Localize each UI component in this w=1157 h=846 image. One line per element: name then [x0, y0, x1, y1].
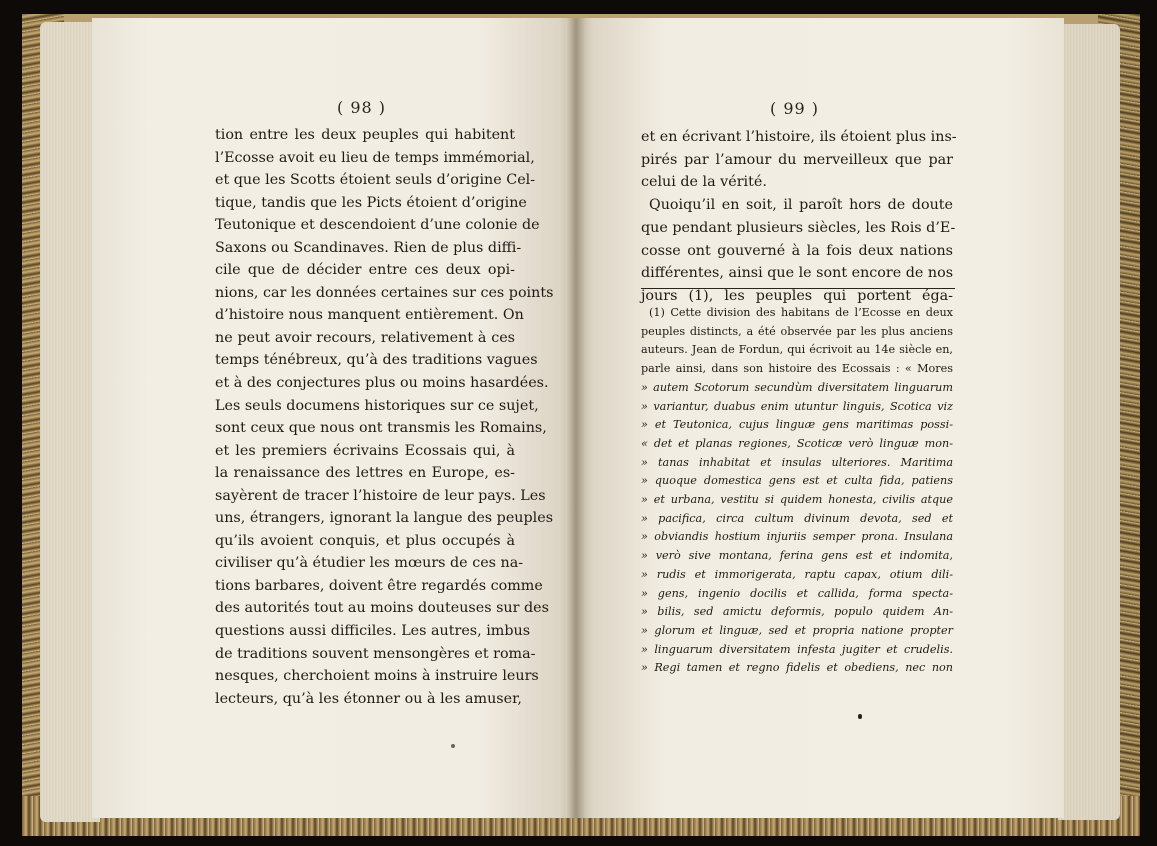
footnote-line: » et urbana, vestitu si quidem honesta, civilis atque: [641, 493, 953, 507]
text-line: et en écrivant l’histoire, ils étoient plus ins-: [641, 129, 957, 145]
text-line: temps ténébreux, qu’à des traditions vagues: [215, 352, 538, 369]
text-line: sont ceux que nous ont transmis les Romains,: [215, 420, 547, 437]
ink-spot: [451, 744, 455, 748]
footnote-line: » quoque domestica gens est et culta fida, patiens: [641, 474, 953, 488]
footnote-line: » variantur, duabus enim utuntur linguis, Scotica viz: [641, 399, 953, 413]
text-line: et les premiers écrivains Ecossais qui, à: [215, 442, 515, 459]
text-line: nesques, cherchoient moins à instruire leurs: [215, 668, 539, 685]
footnote-line: auteurs. Jean de Fordun, qui écrivoit au 14e siècle en,: [641, 343, 953, 357]
text-line: d’histoire nous manquent entièrement. On: [215, 307, 524, 324]
text-line: tion entre les deux peuples qui habitent: [215, 127, 515, 143]
text-line: civiliser qu’à étudier les mœurs de ces na-: [215, 555, 524, 572]
text-line: questions aussi difficiles. Les autres, imbus: [215, 623, 531, 640]
text-line: cosse ont gouverné à la fois deux nations: [641, 242, 953, 259]
footnote-line: » rudis et immorigerata, raptu capax, otium dili-: [641, 567, 953, 581]
footnote-line: « det et planas regiones, Scoticæ verò linguæ mon-: [641, 436, 953, 450]
text-line: nions, car les données certaines sur ces points: [215, 284, 554, 301]
text-line: sayèrent de tracer l’histoire de leur pays. Les: [215, 487, 546, 504]
text-line: lecteurs, qu’à les étonner ou à les amuser,: [215, 690, 522, 707]
text-line: pirés par l’amour du merveilleux que par: [641, 151, 953, 168]
text-line: uns, étrangers, ignorant la langue des peuples: [215, 510, 554, 527]
footnote-rule: [641, 288, 955, 289]
text-line: Teutonique et descendoient d’une colonie de: [215, 217, 540, 234]
text-line: Quoiqu’il en soit, il paroît hors de doute: [649, 197, 953, 214]
text-line: tions barbares, doivent être regardés comme: [215, 577, 543, 594]
text-line: et que les Scotts étoient seuls d’origine Cel-: [215, 172, 536, 189]
book-gutter: [566, 18, 586, 818]
text-line: de traditions souvent mensongères et roma-: [215, 645, 536, 662]
footnote-line: » glorum et linguæ, sed et propria natione propter: [641, 623, 953, 637]
footnote-line: » tanas inhabitat et insulas ulteriores. Maritima: [641, 455, 953, 469]
footnote-line: » pacifica, circa cultum divinum devota, sed et: [641, 511, 953, 525]
footnote-line: parle ainsi, dans son histoire des Ecossais : « Mores: [641, 362, 953, 376]
right-page-body: [641, 126, 957, 308]
text-line: l’Ecosse avoit eu lieu de temps immémorial,: [215, 149, 535, 166]
page-stack-right: [1058, 24, 1120, 820]
left-page-body: [215, 124, 554, 710]
footnote-line: » linguarum diversitatem infesta jugiter et crudelis.: [641, 642, 953, 656]
footnote-line: peuples distincts, a été observée par les plus anciens: [641, 324, 953, 338]
right-page-number: ( 99 ): [770, 99, 820, 118]
text-line: tique, tandis que les Picts étoient d’origine: [215, 194, 527, 211]
footnote-line: » et Teutonica, cujus linguæ gens maritimas possi-: [641, 418, 953, 432]
text-line: qu’ils avoient conquis, et plus occupés à: [215, 532, 515, 549]
footnote-line: » Regi tamen et regno fidelis et obediens, nec non: [641, 661, 953, 675]
text-line: différentes, ainsi que le sont encore de nos: [641, 265, 954, 282]
page-stack-left: [40, 22, 100, 822]
footnote: [641, 304, 953, 678]
footnote-line: (1) Cette division des habitans de l’Ecosse en deux: [649, 306, 953, 319]
text-line: jours (1), les peuples qui portent éga-: [641, 287, 953, 304]
text-line: Saxons ou Scandinaves. Rien de plus diffi-: [215, 239, 522, 256]
footnote-line: » bilis, sed amictu deformis, populo quidem An-: [641, 605, 953, 619]
text-line: que pendant plusieurs siècles, les Rois d’E-: [641, 219, 956, 236]
text-line: des autorités tout au moins douteuses sur des: [215, 600, 549, 617]
footnote-line: » obviandis hostium injuriis semper prona. Insulana: [641, 530, 953, 544]
text-line: Les seuls documens historiques sur ce sujet,: [215, 397, 539, 414]
footnote-line: » gens, ingenio docilis et callida, forma specta-: [641, 586, 953, 600]
text-line: et à des conjectures plus ou moins hasardées.: [215, 375, 549, 392]
text-line: celui de la vérité.: [641, 174, 767, 191]
text-line: cile que de décider entre ces deux opi-: [215, 262, 515, 279]
text-line: ne peut avoir recours, relativement à ces: [215, 329, 515, 346]
text-line: la renaissance des lettres en Europe, es-: [215, 465, 515, 482]
footnote-line: » autem Scotorum secundùm diversitatem linguarum: [641, 380, 953, 394]
left-page-number: ( 98 ): [337, 98, 387, 117]
footnote-line: » verò sive montana, ferina gens est et indomita,: [641, 549, 953, 563]
ink-spot: [858, 714, 862, 719]
